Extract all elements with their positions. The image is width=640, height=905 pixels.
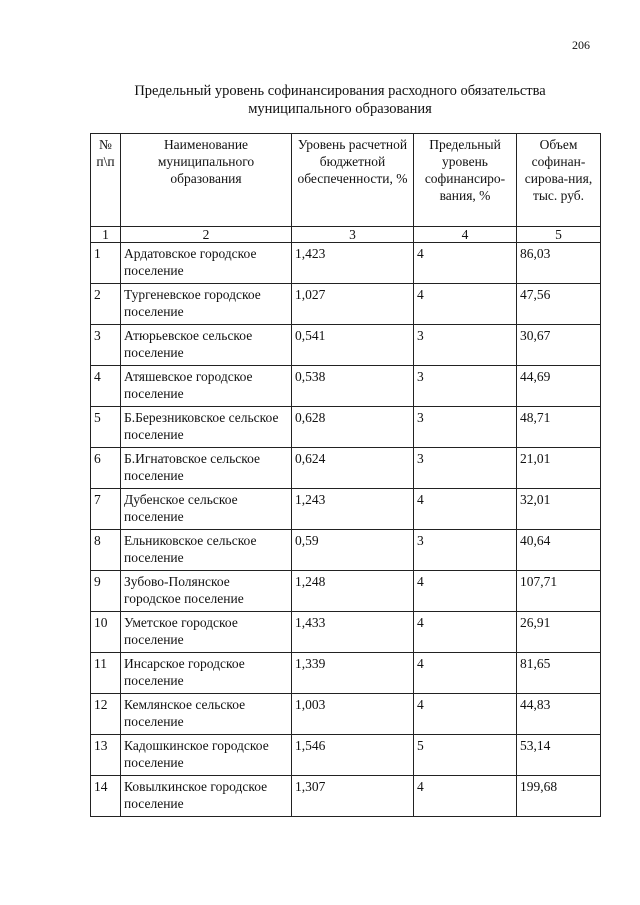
column-number: 5 (517, 227, 601, 243)
cofinancing-limit-value: 3 (414, 530, 517, 571)
title-line-1: Предельный уровень софинансирования расходного обязательства (134, 83, 546, 99)
table-row (91, 448, 601, 489)
row-number: 9 (91, 571, 121, 612)
municipality-name: Ковылкинское городское поселение (121, 776, 292, 817)
cofinancing-limit-value: 4 (414, 776, 517, 817)
row-number: 1 (91, 243, 121, 284)
table-row (91, 407, 601, 448)
municipality-name: Кемлянское сельское поселение (121, 694, 292, 735)
budget-level-value: 1,243 (292, 489, 414, 530)
row-number: 2 (91, 284, 121, 325)
cofinancing-volume-value: 44,83 (517, 694, 601, 735)
budget-level-value: 0,624 (292, 448, 414, 489)
cofinancing-table (90, 133, 601, 817)
municipality-name: Б.Березниковское сельское поселение (121, 407, 292, 448)
table-row (91, 243, 601, 284)
page-number: 206 (572, 38, 590, 52)
header-cofinancing-limit: Предельный уровень софинансиро-вания, % (414, 134, 517, 227)
row-number: 4 (91, 366, 121, 407)
table-row (91, 489, 601, 530)
row-number: 10 (91, 612, 121, 653)
budget-level-value: 1,027 (292, 284, 414, 325)
table-row (91, 612, 601, 653)
municipality-name: Дубенское сельское поселение (121, 489, 292, 530)
cofinancing-volume-value: 30,67 (517, 325, 601, 366)
municipality-name: Б.Игнатовское сельское поселение (121, 448, 292, 489)
cofinancing-volume-value: 47,56 (517, 284, 601, 325)
municipality-name: Ардатовское городское поселение (121, 243, 292, 284)
municipality-name: Инсарское городское поселение (121, 653, 292, 694)
column-number: 4 (414, 227, 517, 243)
budget-level-value: 1,433 (292, 612, 414, 653)
cofinancing-limit-value: 4 (414, 653, 517, 694)
table-row (91, 284, 601, 325)
cofinancing-limit-value: 3 (414, 325, 517, 366)
table-row (91, 366, 601, 407)
row-number: 3 (91, 325, 121, 366)
cofinancing-volume-value: 40,64 (517, 530, 601, 571)
cofinancing-limit-value: 4 (414, 243, 517, 284)
row-number: 13 (91, 735, 121, 776)
row-number: 5 (91, 407, 121, 448)
column-number-row (91, 227, 601, 243)
table-row (91, 571, 601, 612)
row-number: 6 (91, 448, 121, 489)
budget-level-value: 1,546 (292, 735, 414, 776)
municipality-name: Уметское городское поселение (121, 612, 292, 653)
column-number: 1 (91, 227, 121, 243)
cofinancing-limit-value: 4 (414, 489, 517, 530)
cofinancing-limit-value: 4 (414, 612, 517, 653)
row-number: 8 (91, 530, 121, 571)
header-number: № п\п (91, 134, 121, 227)
budget-level-value: 1,307 (292, 776, 414, 817)
header-cofinancing-volume: Объем софинан-сирова-ния, тыс. руб. (517, 134, 601, 227)
cofinancing-limit-value: 3 (414, 448, 517, 489)
budget-level-value: 1,003 (292, 694, 414, 735)
header-name: Наименование муниципального образования (121, 134, 292, 227)
municipality-name: Атяшевское городское поселение (121, 366, 292, 407)
cofinancing-volume-value: 26,91 (517, 612, 601, 653)
table-row (91, 735, 601, 776)
cofinancing-limit-value: 3 (414, 366, 517, 407)
column-number: 2 (121, 227, 292, 243)
budget-level-value: 0,628 (292, 407, 414, 448)
table-row (91, 530, 601, 571)
cofinancing-limit-value: 4 (414, 694, 517, 735)
row-number: 12 (91, 694, 121, 735)
municipality-name: Тургеневское городское поселение (121, 284, 292, 325)
cofinancing-limit-value: 4 (414, 571, 517, 612)
budget-level-value: 1,339 (292, 653, 414, 694)
cofinancing-volume-value: 32,01 (517, 489, 601, 530)
table-header-row (91, 134, 601, 227)
row-number: 7 (91, 489, 121, 530)
cofinancing-volume-value: 44,69 (517, 366, 601, 407)
budget-level-value: 1,248 (292, 571, 414, 612)
table-row (91, 694, 601, 735)
table-row (91, 653, 601, 694)
municipality-name: Ельниковское сельское поселение (121, 530, 292, 571)
row-number: 14 (91, 776, 121, 817)
cofinancing-volume-value: 107,71 (517, 571, 601, 612)
page-title (90, 82, 590, 118)
cofinancing-volume-value: 53,14 (517, 735, 601, 776)
municipality-name: Зубово-Полянское городское поселение (121, 571, 292, 612)
cofinancing-limit-value: 4 (414, 284, 517, 325)
table-row (91, 776, 601, 817)
municipality-name: Атюрьевское сельское поселение (121, 325, 292, 366)
budget-level-value: 0,59 (292, 530, 414, 571)
row-number: 11 (91, 653, 121, 694)
budget-level-value: 0,538 (292, 366, 414, 407)
budget-level-value: 0,541 (292, 325, 414, 366)
title-line-2: муниципального образования (248, 101, 432, 117)
header-budget-level: Уровень расчетной бюджетной обеспеченности, % (292, 134, 414, 227)
budget-level-value: 1,423 (292, 243, 414, 284)
column-number: 3 (292, 227, 414, 243)
cofinancing-limit-value: 5 (414, 735, 517, 776)
cofinancing-volume-value: 81,65 (517, 653, 601, 694)
table-row (91, 325, 601, 366)
cofinancing-volume-value: 199,68 (517, 776, 601, 817)
cofinancing-limit-value: 3 (414, 407, 517, 448)
municipality-name: Кадошкинское городское поселение (121, 735, 292, 776)
cofinancing-volume-value: 48,71 (517, 407, 601, 448)
cofinancing-volume-value: 86,03 (517, 243, 601, 284)
cofinancing-volume-value: 21,01 (517, 448, 601, 489)
